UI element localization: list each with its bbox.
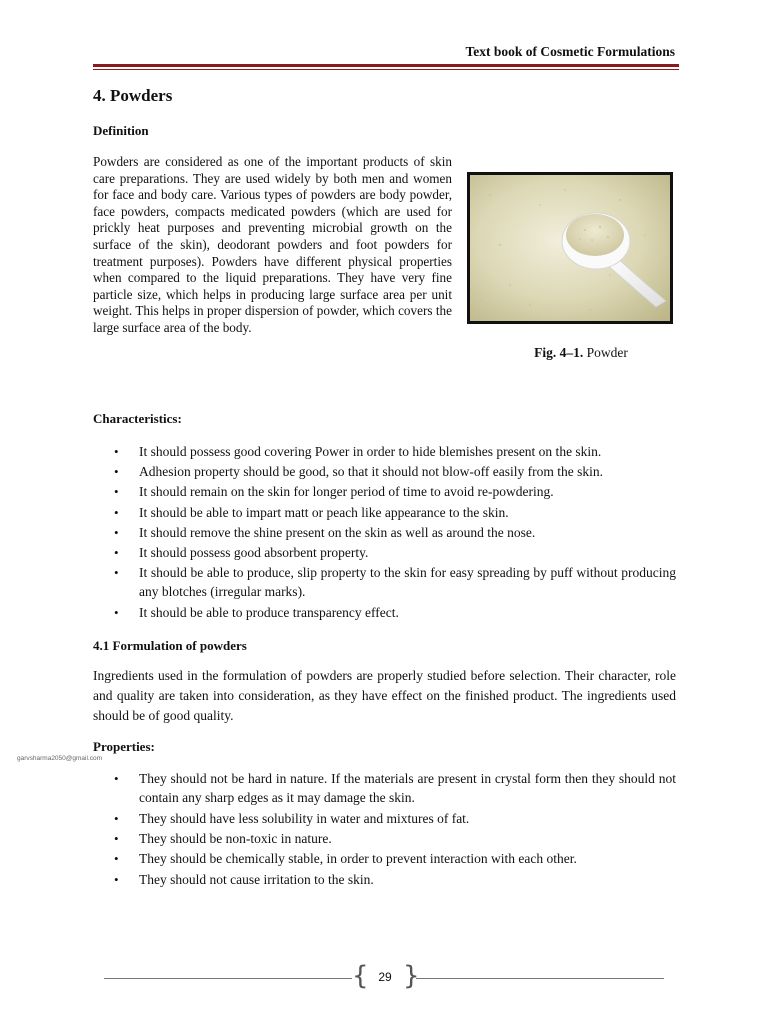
powder-scoop-image [470,175,670,321]
header-rule-thin [93,69,679,70]
list-item: • They should have less solubility in water and mixtures of fat. [93,809,676,829]
bullet-icon: • [114,771,119,786]
bullet-icon: • [114,464,119,480]
characteristics-heading: Characteristics: [93,411,182,426]
bullet-icon: • [114,871,119,887]
chapter-title: 4. Powders [93,86,173,105]
bullet-icon: • [114,851,119,867]
figure-caption [467,345,695,361]
list-item: • They should be non-toxic in nature. [93,829,676,849]
bullet-icon: • [114,565,119,581]
powder-figure [467,172,673,324]
bullet-icon: • [114,811,119,826]
header-rule-thick [93,64,679,67]
watermark-email: garvsharma2050@gmail.com [17,755,102,762]
list-item: • It should remove the shine present on the skin as well as around the nose. [93,523,676,543]
bullet-icon: • [114,484,119,500]
list-item: • It should possess good covering Power in order to hide blemishes present on the skin. [93,442,676,462]
characteristics-list [93,442,676,623]
list-item: • It should be able to produce transparency effect. [93,603,676,623]
bullet-icon: • [114,504,119,520]
figure-caption-text: Powder [586,345,628,360]
bullet-icon: • [114,831,119,847]
list-item: • It should possess good absorbent property. [93,543,676,563]
formulation-heading: 4.1 Formulation of powders [93,638,247,653]
formulation-paragraph: Ingredients used in the formulation of powders are properly studied before selection. Their character, role and quality are taken into consideration, as they have effect on the finished product. The ingredients used should be of good quality. [93,668,676,723]
properties-list [93,769,676,890]
footer-brace-left: { [352,961,369,991]
definition-heading: Definition [93,123,149,138]
list-item: • It should be able to produce, slip property to the skin for easy spreading by puff without producing any blotches (irregular marks). [114,565,676,600]
footer-brace-right: } [403,961,420,991]
list-item: • They should be chemically stable, in order to prevent interaction with each other. [93,849,676,869]
footer-rule-right [416,978,664,979]
definition-paragraph: Powders are considered as one of the important products of skin care preparations. They are used widely by both men and women for face and body care. Various types of powders are body powder, face powders, compacts medicated powders (which are used for prickly heat purposes and preventing microbial growth on the surface of the skin), deodorant powders and foot powders for treatment purposes). Powders have different physical properties when compared to the liquid preparations. They have very fine particle size, which helps in producing large surface area per unit weight. This helps in proper dispersion of powder, which covers the large surface area of the body. [93,154,452,335]
properties-heading: Properties: [93,739,155,754]
page-number: 29 [378,970,392,984]
list-item: • They should not be hard in nature. If the materials are present in crystal form then they should not contain any sharp edges as it may damage the skin. [114,771,676,805]
figure-label: Fig. 4–1. [534,345,584,360]
running-header: Text book of Cosmetic Formulations [465,44,675,59]
list-item: • It should remain on the skin for longer period of time to avoid re-powdering. [93,482,676,502]
bullet-icon: • [114,545,119,561]
list-item: • They should not cause irritation to the skin. [93,870,676,890]
bullet-icon: • [114,444,119,459]
bullet-icon: • [114,605,119,621]
footer-rule-left [104,978,352,979]
list-item: • Adhesion property should be good, so that it should not blow-off easily from the skin. [93,462,676,482]
list-item: • It should be able to impart matt or peach like appearance to the skin. [93,503,676,523]
bullet-icon: • [114,524,119,540]
